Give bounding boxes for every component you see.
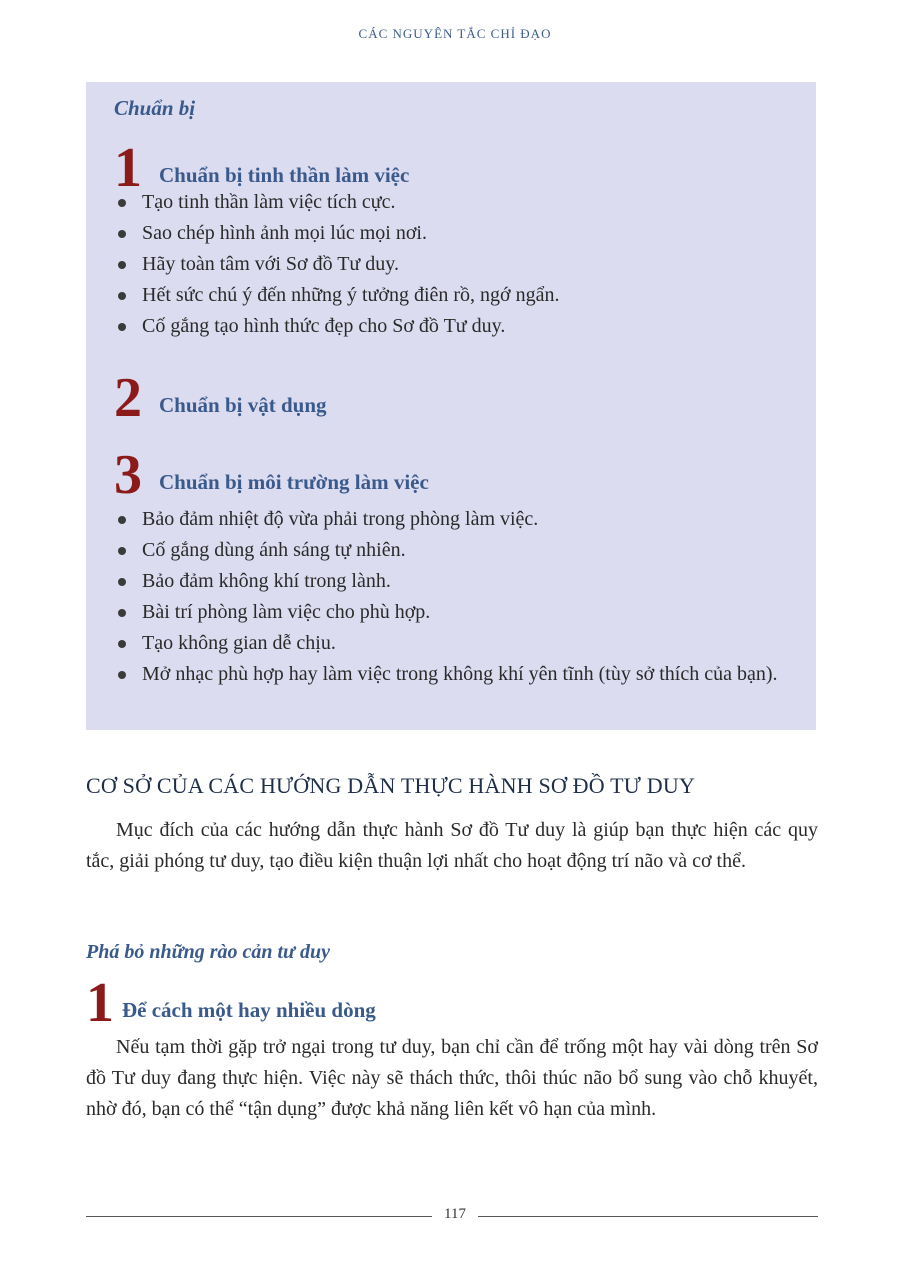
section-title: Chuẩn bị môi trường làm việc — [159, 470, 429, 494]
main-heading: CƠ SỞ CỦA CÁC HƯỚNG DẪN THỰC HÀNH SƠ ĐỒ TƯ DUY — [86, 773, 696, 798]
bullet-icon — [118, 640, 126, 648]
section-title: Để cách một hay nhiều dòng — [122, 998, 376, 1022]
list-item: Mở nhạc phù hợp hay làm việc trong không khí yên tĩnh (tùy sở thích của bạn). — [114, 659, 794, 690]
subheading: Phá bỏ những rào cản tư duy — [86, 941, 331, 963]
bullet-icon — [118, 199, 126, 207]
list-item: Cố gắng dùng ánh sáng tự nhiên. — [114, 535, 794, 566]
bullet-icon — [118, 671, 126, 679]
bullet-icon — [118, 230, 126, 238]
list-item: Bảo đảm không khí trong lành. — [114, 566, 794, 597]
section-number: 1 — [86, 972, 114, 1034]
section-1-paragraph: Nếu tạm thời gặp trở ngại trong tư duy, bạn chỉ cần để trống một hay vài dòng trên Sơ đồ Tư duy đang thực hiện. Việc này sẽ thách thức, thôi thúc não bổ sung vào chỗ khuyết, nhờ đó, bạn có thể “tận dụng” được khả năng liên kết vô hạn của mình. — [86, 1036, 818, 1120]
bullet-icon — [118, 292, 126, 300]
bullet-icon — [118, 578, 126, 586]
running-head: CÁC NGUYÊN TẮC CHỈ ĐẠO — [358, 26, 552, 41]
footer-rule-right — [478, 1216, 818, 1217]
box-section-3-list — [114, 504, 794, 690]
list-item: Sao chép hình ảnh mọi lúc mọi nơi. — [114, 218, 794, 249]
bullet-icon — [118, 547, 126, 555]
list-item: Bảo đảm nhiệt độ vừa phải trong phòng làm việc. — [114, 504, 794, 535]
section-number: 1 — [114, 137, 142, 199]
box-section-1-list — [114, 187, 794, 342]
page-number: 117 — [444, 1206, 466, 1222]
list-item: Cố gắng tạo hình thức đẹp cho Sơ đồ Tư duy. — [114, 311, 794, 342]
section-title: Chuẩn bị tinh thần làm việc — [159, 163, 410, 187]
footer-rule-left — [86, 1216, 432, 1217]
list-item: Hết sức chú ý đến những ý tưởng điên rồ, ngớ ngẩn. — [114, 280, 794, 311]
list-item: Tạo không gian dễ chịu. — [114, 628, 794, 659]
section-title: Chuẩn bị vật dụng — [159, 393, 327, 417]
list-item: Bài trí phòng làm việc cho phù hợp. — [114, 597, 794, 628]
bullet-icon — [118, 609, 126, 617]
box-title: Chuẩn bị — [114, 96, 196, 120]
intro-paragraph: Mục đích của các hướng dẫn thực hành Sơ đồ Tư duy là giúp bạn thực hiện các quy tắc, giải phóng tư duy, tạo điều kiện thuận lợi nhất cho hoạt động trí não và cơ thể. — [86, 819, 818, 872]
bullet-icon — [118, 261, 126, 269]
bullet-icon — [118, 516, 126, 524]
list-item: Tạo tinh thần làm việc tích cực. — [114, 187, 794, 218]
section-number: 2 — [114, 367, 142, 429]
section-number: 3 — [114, 444, 142, 506]
list-item: Hãy toàn tâm với Sơ đồ Tư duy. — [114, 249, 794, 280]
bullet-icon — [118, 323, 126, 331]
